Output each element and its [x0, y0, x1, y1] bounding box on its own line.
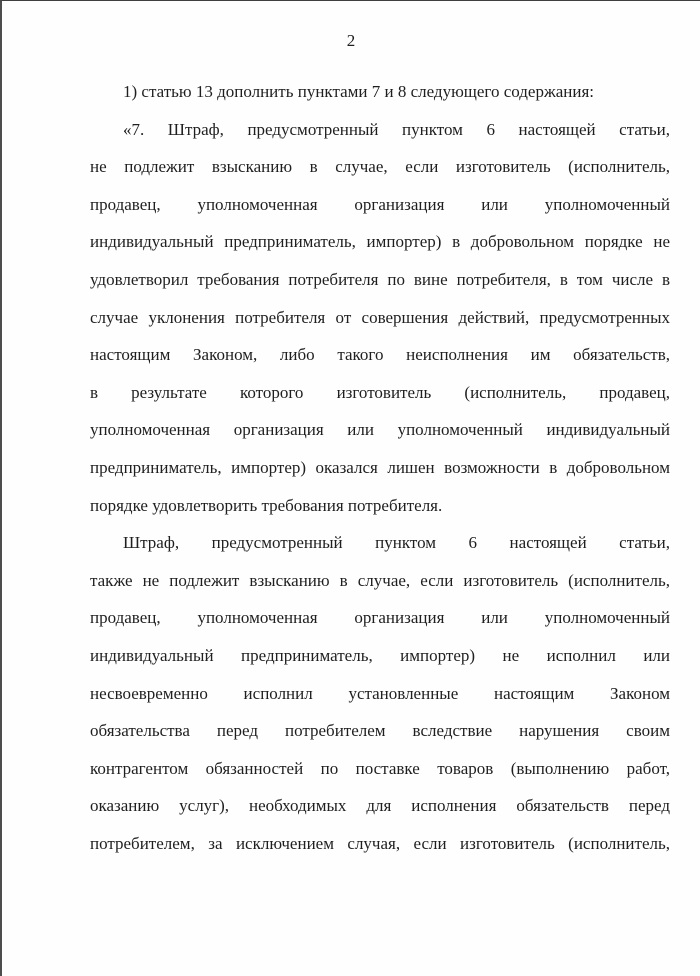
text-line: потребителем, за исключением случая, если изготовитель (исполнитель,	[90, 833, 670, 853]
text-line: уполномоченная организация или уполномоченный индивидуальный	[90, 420, 670, 440]
text-line: обязательства перед потребителем вследствие нарушения своим	[90, 721, 670, 741]
text-line: несвоевременно исполнил установленные настоящим Законом	[90, 683, 670, 703]
text-line: 1) статью 13 дополнить пунктами 7 и 8 следующего содержания:	[123, 82, 594, 101]
text-line: Штраф, предусмотренный пунктом 6 настоящей статьи,	[123, 533, 670, 553]
text-line: контрагентом обязанностей по поставке товаров (выполнению работ,	[90, 758, 670, 778]
text-line: также не подлежит взысканию в случае, если изготовитель (исполнитель,	[90, 570, 670, 590]
text-line: не подлежит взысканию в случае, если изготовитель (исполнитель,	[90, 157, 670, 177]
text-line: настоящим Законом, либо такого неисполнения им обязательств,	[90, 345, 670, 365]
text-line: порядке удовлетворить требования потребителя.	[90, 495, 443, 515]
text-line: оказанию услуг), необходимых для исполнения обязательств перед	[90, 796, 670, 816]
text-line: индивидуальный предприниматель, импортер) не исполнил или	[90, 645, 670, 665]
text-line: продавец, уполномоченная организация или уполномоченный	[90, 608, 670, 628]
text-line: индивидуальный предприниматель, импортер) в добровольном порядке не	[90, 232, 670, 252]
text-line: предприниматель, импортер) оказался лишен возможности в добровольном	[90, 457, 670, 477]
page-number: 2	[346, 31, 356, 50]
text-line: удовлетворил требования потребителя по вине потребителя, в том числе в	[90, 269, 670, 289]
document-body	[90, 73, 670, 862]
text-line: в результате которого изготовитель (исполнитель, продавец,	[90, 382, 670, 402]
text-line: случае уклонения потребителя от совершения действий, предусмотренных	[90, 307, 670, 327]
text-line: продавец, уполномоченная организация или уполномоченный	[90, 194, 670, 214]
text-line: «7. Штраф, предусмотренный пунктом 6 настоящей статьи,	[123, 119, 670, 139]
